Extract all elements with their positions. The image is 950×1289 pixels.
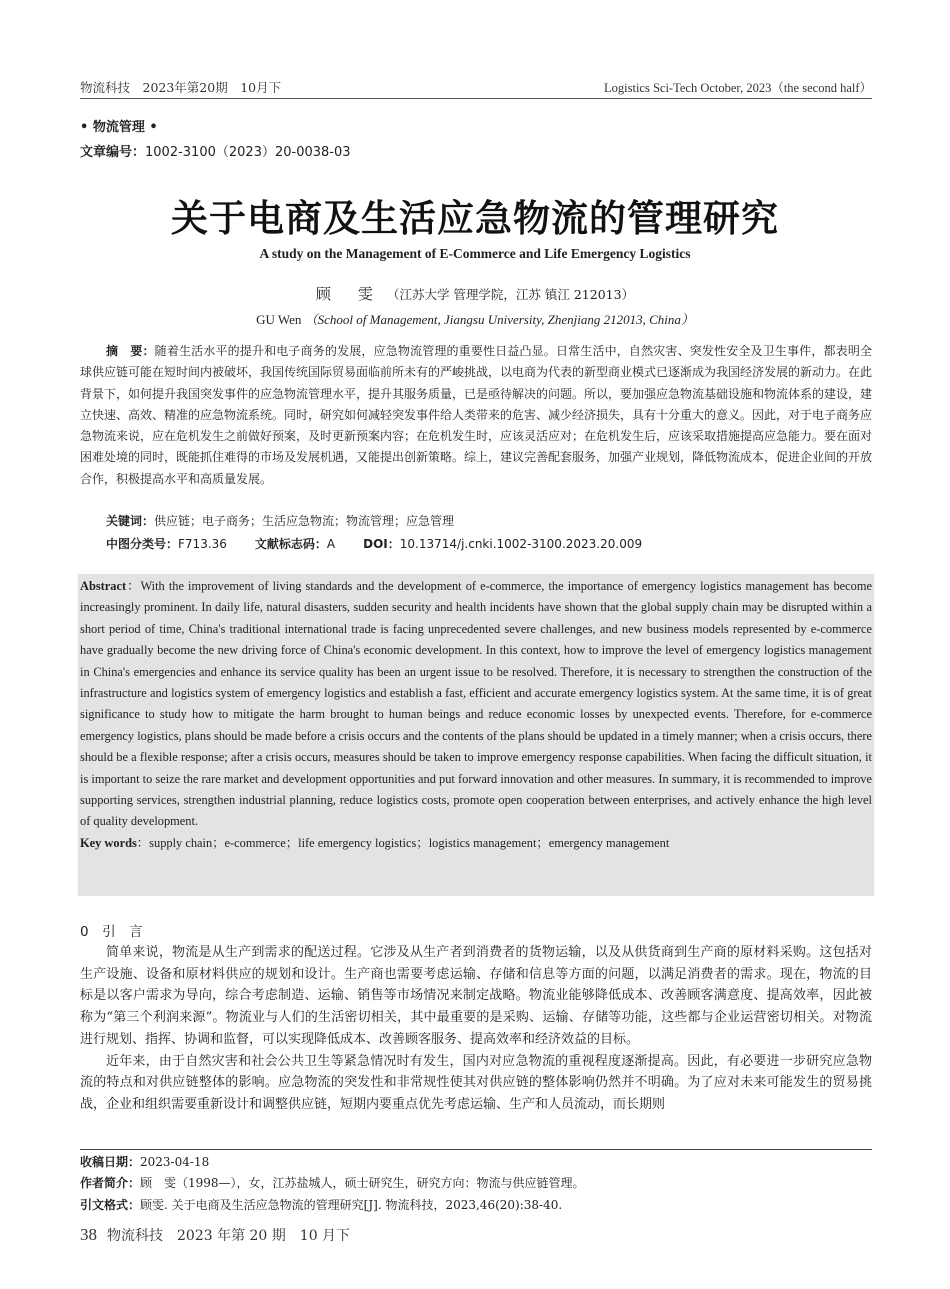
author-line-en <box>0 309 950 328</box>
clc-value: F713.36 <box>178 537 227 551</box>
keywords-cn <box>106 512 454 529</box>
paper-title-en: A study on the Management of E-Commerce and Life Emergency Logistics <box>259 246 691 261</box>
section-tag: • 物流管理 • <box>80 120 158 135</box>
author-line-cn <box>0 283 950 304</box>
keywords-en-text: ：supply chain；e-commerce；life emergency logistics；logistics management；emergency management <box>136 835 670 850</box>
citation-label: 引文格式： <box>80 1197 141 1212</box>
footer-journal: 物流科技 2023 年第 20 期 10 月下 <box>107 1228 351 1244</box>
article-number-value: 1002-3100（2023）20-0038-03 <box>145 145 351 160</box>
author-name-cn: 顾 雯 <box>315 285 379 303</box>
keywords-en <box>78 833 874 854</box>
body-paragraph-2: 近年来，由于自然灾害和社会公共卫生等紧急情况时有发生，国内对应急物流的重视程度逐渐提高。因此，有必要进一步研究应急物流的特点和对供应链整体的影响。应急物流的突发性和非常规性使其对供应链的整体影响仍然并不明确。为了应对未来可能发生的贸易挑战，企业和组织需要重新设计和调整供应链，短期内要重点优先考虑运输、生产和人员流动，而长期则 <box>80 1053 872 1112</box>
article-number-label: 文章编号： <box>80 145 146 160</box>
author-affiliation-en: （School of Management, Jiangsu University, Zhenjiang 212013, China） <box>304 312 694 327</box>
author-bio-value: 顾 雯（1998—），女，江苏盐城人，硕士研究生，研究方向：物流与供应链管理。 <box>140 1176 585 1191</box>
abstract-en-text: ：With the improvement of living standards and the development of e-commerce, the importance of emergency logistics management has become increasingly prominent. In daily life, natural disasters, sudden security and health incidents have shown that the global supply chain may be disrupted within a short period of time, China's traditional international trade is facing unprecedented severe challenges, and new business models represented by e-commerce have gradually become the new driving force of China's economic development. In this context, how to improve the level of emergency logistics management in China's emergencies and enhance its service quality has been an urgent issue to be resolved. Therefore, it is necessary to strengthen the construction of the infrastructure and logistics system of emergency logistics and establish a fast, efficient and accurate emergency logistics system. At the same time, it is of great significance to study how to mitigate the harm brought to human beings and reduce economic losses by unexpected events. Therefore, for e-commerce emergency logistics, plans should be made before a crisis occurs and the contents of the plans should be updated in a timely manner; when a crisis occurs, there should be a flexible response; after a crisis occurs, measures should be taken to improve emergency response capabilities. When facing the difficult situation, it is important to seize the rare market and development opportunities and put forward innovation and other measures. In summary, it is recommended to improve supporting services, strengthen industrial planning, reduce logistics costs, promote open cooperation between enterprises, and actively enhance the high level of quality development. <box>80 579 872 829</box>
section-heading-intro: 0 引 言 <box>80 924 143 940</box>
keywords-cn-text: 供应链；电子商务；生活应急物流；物流管理；应急管理 <box>154 514 455 528</box>
header-journal-en: Logistics Sci-Tech October, 2023（the second half） <box>604 81 872 95</box>
author-affiliation-cn: （江苏大学 管理学院，江苏 镇江 212013） <box>386 287 635 302</box>
keywords-en-label: Key words <box>80 835 137 850</box>
clc-label: 中图分类号： <box>106 537 179 551</box>
received-date <box>80 1152 872 1173</box>
paper-title: 关于电商及生活应急物流的管理研究 <box>171 197 779 240</box>
citation-value: 顾雯. 关于电商及生活应急物流的管理研究[J]. 物流科技，2023,46(20):38-40. <box>140 1197 563 1212</box>
received-label: 收稿日期： <box>80 1155 141 1169</box>
body-text <box>80 942 872 1116</box>
abstract-en-box <box>78 574 874 896</box>
author-bio-label: 作者简介： <box>80 1176 141 1191</box>
running-footer <box>80 1225 350 1245</box>
header-journal-cn: 物流科技 2023年第20期 10月下 <box>80 80 282 95</box>
author-name-en: GU Wen <box>256 312 302 327</box>
received-value: 2023-04-18 <box>140 1155 210 1169</box>
abstract-cn-text: 随着生活水平的提升和电子商务的发展，应急物流管理的重要性日益凸显。日常生活中，自然灾害、突发性安全及卫生事件，都表明全球供应链可能在短时间内被破坏，我国传统国际贸易面临前所未有的严峻挑战，以电商为代表的新型商业模式已逐渐成为我国经济发展的新动力。在此背景下，如何提升我国突发事件的应急物流管理水平，提升其服务质量，已是亟待解决的问题。所以，要加强应急物流基础设施和物流体系的建设，建立快速、高效、精准的应急物流系统。同时，研究如何减轻突发事件给人类带来的危害、减少经济损失，具有十分重大的意义。因此，对于电子商务应急物流来说，应在危机发生之前做好预案，及时更新预案内容；在危机发生时，应该灵活应对；在危机发生后，应该采取措施提高应急能力。要在面对困难处境的同时，既能抓住难得的市场及发展机遇，又能提出创新策略。综上，建议完善配套服务，加强产业规划，降低物流成本，促进企业间的开放合作，积极提高水平和高质量发展。 <box>80 344 873 486</box>
doc-code-value: A <box>326 537 336 551</box>
footnotes <box>80 1152 872 1216</box>
classification-line <box>106 535 642 552</box>
doi-value: 10.13714/j.cnki.1002-3100.2023.20.009 <box>399 537 643 551</box>
doc-code-label: 文献标志码： <box>254 537 327 551</box>
running-header <box>80 78 872 99</box>
page-number: 38 <box>80 1225 97 1244</box>
doi-label: DOI： <box>363 537 400 551</box>
abstract-cn <box>80 341 872 490</box>
article-number <box>80 141 351 160</box>
author-bio <box>80 1173 872 1194</box>
body-paragraph-1: 简单来说，物流是从生产到需求的配送过程。它涉及从生产者到消费者的货物运输，以及从供货商到生产商的原材料采购。这包括对生产设施、设备和原材料供应的规划和设计。生产商也需要考虑运输、存储和信息等方面的问题，以满足消费者的需求。现在，物流的目标是以客户需求为导向，综合考虑制造、运输、销售等市场情况来制定战略。物流业能够降低成本、改善顾客满意度、提高效率，因此被称为“第三个利润来源”。物流业与人们的生活密切相关，其中最重要的是采购、运输、存储等功能，这些都与企业运营密切相关。对物流进行规划、指挥、协调和监督，可以实现降低成本、改善顾客服务、提高效率和经济效益的目标。 <box>80 945 872 1047</box>
citation-format <box>80 1195 872 1216</box>
keywords-cn-label: 关键词： <box>106 514 155 528</box>
abstract-en <box>78 574 874 833</box>
footnote-rule <box>80 1149 872 1150</box>
abstract-cn-label: 摘 要： <box>106 344 155 358</box>
abstract-en-label: Abstract <box>80 579 127 593</box>
